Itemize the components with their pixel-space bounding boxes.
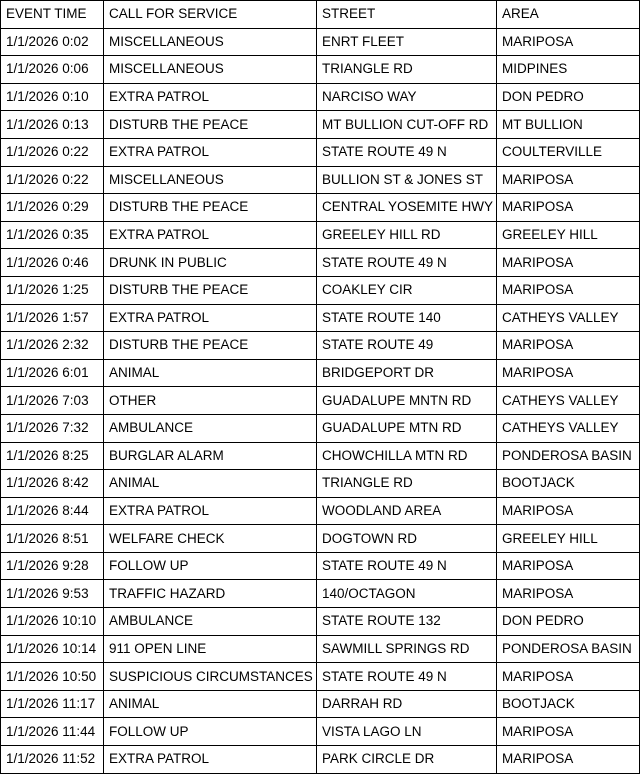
call-for-service-cell: DISTURB THE PEACE xyxy=(104,111,317,139)
header-street: STREET xyxy=(317,1,497,29)
event-time-cell: 1/1/2026 0:10 xyxy=(1,83,104,111)
call-for-service-cell: OTHER xyxy=(104,387,317,415)
area-cell: CATHEYS VALLEY xyxy=(497,414,640,442)
area-cell: MARIPOSA xyxy=(497,249,640,277)
table-row xyxy=(1,83,640,111)
area-cell: MARIPOSA xyxy=(497,552,640,580)
call-for-service-cell: DISTURB THE PEACE xyxy=(104,332,317,360)
event-time-cell: 1/1/2026 10:10 xyxy=(1,608,104,636)
street-cell: PARK CIRCLE DR xyxy=(317,746,497,774)
street-cell: VISTA LAGO LN xyxy=(317,718,497,746)
call-for-service-cell: FOLLOW UP xyxy=(104,718,317,746)
area-cell: MARIPOSA xyxy=(497,359,640,387)
table-row xyxy=(1,304,640,332)
street-cell: DOGTOWN RD xyxy=(317,525,497,553)
call-for-service-cell: TRAFFIC HAZARD xyxy=(104,580,317,608)
area-cell: MARIPOSA xyxy=(497,663,640,691)
street-cell: 140/OCTAGON xyxy=(317,580,497,608)
call-for-service-cell: MISCELLANEOUS xyxy=(104,28,317,56)
area-cell: GREELEY HILL xyxy=(497,221,640,249)
street-cell: CHOWCHILLA MTN RD xyxy=(317,442,497,470)
call-for-service-cell: WELFARE CHECK xyxy=(104,525,317,553)
area-cell: PONDEROSA BASIN xyxy=(497,442,640,470)
table-row xyxy=(1,690,640,718)
area-cell: MARIPOSA xyxy=(497,497,640,525)
call-for-service-cell: DISTURB THE PEACE xyxy=(104,276,317,304)
area-cell: BOOTJACK xyxy=(497,470,640,498)
street-cell: BRIDGEPORT DR xyxy=(317,359,497,387)
area-cell: MIDPINES xyxy=(497,56,640,84)
event-time-cell: 1/1/2026 0:46 xyxy=(1,249,104,277)
street-cell: TRIANGLE RD xyxy=(317,470,497,498)
event-time-cell: 1/1/2026 8:51 xyxy=(1,525,104,553)
call-for-service-cell: EXTRA PATROL xyxy=(104,138,317,166)
call-for-service-cell: ANIMAL xyxy=(104,470,317,498)
call-for-service-cell: AMBULANCE xyxy=(104,608,317,636)
table-row xyxy=(1,497,640,525)
header-area: AREA xyxy=(497,1,640,29)
event-time-cell: 1/1/2026 7:03 xyxy=(1,387,104,415)
event-time-cell: 1/1/2026 8:44 xyxy=(1,497,104,525)
area-cell: BOOTJACK xyxy=(497,690,640,718)
table-row xyxy=(1,166,640,194)
event-time-cell: 1/1/2026 1:57 xyxy=(1,304,104,332)
event-time-cell: 1/1/2026 11:44 xyxy=(1,718,104,746)
table-row xyxy=(1,359,640,387)
table-row xyxy=(1,442,640,470)
table-row xyxy=(1,194,640,222)
area-cell: MARIPOSA xyxy=(497,718,640,746)
table-row xyxy=(1,746,640,774)
event-time-cell: 1/1/2026 0:13 xyxy=(1,111,104,139)
call-for-service-cell: EXTRA PATROL xyxy=(104,221,317,249)
event-time-cell: 1/1/2026 0:02 xyxy=(1,28,104,56)
area-cell: CATHEYS VALLEY xyxy=(497,304,640,332)
call-for-service-cell: AMBULANCE xyxy=(104,414,317,442)
area-cell: PONDEROSA BASIN xyxy=(497,635,640,663)
area-cell: GREELEY HILL xyxy=(497,525,640,553)
call-for-service-cell: MISCELLANEOUS xyxy=(104,56,317,84)
street-cell: COAKLEY CIR xyxy=(317,276,497,304)
table-row xyxy=(1,525,640,553)
event-time-cell: 1/1/2026 9:28 xyxy=(1,552,104,580)
event-time-cell: 1/1/2026 10:14 xyxy=(1,635,104,663)
table-row xyxy=(1,56,640,84)
street-cell: STATE ROUTE 49 N xyxy=(317,663,497,691)
street-cell: STATE ROUTE 49 xyxy=(317,332,497,360)
table-body xyxy=(1,28,640,773)
table-row xyxy=(1,608,640,636)
call-for-service-cell: EXTRA PATROL xyxy=(104,746,317,774)
event-time-cell: 1/1/2026 9:53 xyxy=(1,580,104,608)
street-cell: NARCISO WAY xyxy=(317,83,497,111)
table-row xyxy=(1,663,640,691)
area-cell: MARIPOSA xyxy=(497,166,640,194)
call-for-service-cell: ANIMAL xyxy=(104,359,317,387)
event-time-cell: 1/1/2026 8:25 xyxy=(1,442,104,470)
table-row xyxy=(1,718,640,746)
street-cell: STATE ROUTE 140 xyxy=(317,304,497,332)
event-time-cell: 1/1/2026 0:06 xyxy=(1,56,104,84)
area-cell: MARIPOSA xyxy=(497,194,640,222)
table-row xyxy=(1,221,640,249)
area-cell: MT BULLION xyxy=(497,111,640,139)
call-for-service-cell: DRUNK IN PUBLIC xyxy=(104,249,317,277)
street-cell: WOODLAND AREA xyxy=(317,497,497,525)
event-time-cell: 1/1/2026 0:35 xyxy=(1,221,104,249)
street-cell: ENRT FLEET xyxy=(317,28,497,56)
area-cell: MARIPOSA xyxy=(497,332,640,360)
street-cell: TRIANGLE RD xyxy=(317,56,497,84)
table-row xyxy=(1,276,640,304)
street-cell: GUADALUPE MNTN RD xyxy=(317,387,497,415)
call-for-service-cell: EXTRA PATROL xyxy=(104,83,317,111)
call-for-service-cell: 911 OPEN LINE xyxy=(104,635,317,663)
table-row xyxy=(1,332,640,360)
street-cell: GREELEY HILL RD xyxy=(317,221,497,249)
table-row xyxy=(1,635,640,663)
street-cell: STATE ROUTE 49 N xyxy=(317,138,497,166)
area-cell: CATHEYS VALLEY xyxy=(497,387,640,415)
street-cell: STATE ROUTE 49 N xyxy=(317,249,497,277)
table-row xyxy=(1,552,640,580)
event-time-cell: 1/1/2026 11:52 xyxy=(1,746,104,774)
area-cell: DON PEDRO xyxy=(497,83,640,111)
table-header xyxy=(1,1,640,29)
table-row xyxy=(1,111,640,139)
street-cell: CENTRAL YOSEMITE HWY xyxy=(317,194,497,222)
call-for-service-cell: EXTRA PATROL xyxy=(104,497,317,525)
event-time-cell: 1/1/2026 6:01 xyxy=(1,359,104,387)
table-row xyxy=(1,580,640,608)
call-for-service-cell: BURGLAR ALARM xyxy=(104,442,317,470)
area-cell: COULTERVILLE xyxy=(497,138,640,166)
area-cell: MARIPOSA xyxy=(497,28,640,56)
area-cell: MARIPOSA xyxy=(497,746,640,774)
call-for-service-cell: EXTRA PATROL xyxy=(104,304,317,332)
area-cell: MARIPOSA xyxy=(497,580,640,608)
table-row xyxy=(1,28,640,56)
event-time-cell: 1/1/2026 0:29 xyxy=(1,194,104,222)
event-time-cell: 1/1/2026 0:22 xyxy=(1,138,104,166)
street-cell: BULLION ST & JONES ST xyxy=(317,166,497,194)
table-row xyxy=(1,249,640,277)
event-time-cell: 1/1/2026 11:17 xyxy=(1,690,104,718)
header-event-time: EVENT TIME xyxy=(1,1,104,29)
street-cell: GUADALUPE MTN RD xyxy=(317,414,497,442)
street-cell: STATE ROUTE 132 xyxy=(317,608,497,636)
table-row xyxy=(1,414,640,442)
event-time-cell: 1/1/2026 8:42 xyxy=(1,470,104,498)
event-time-cell: 1/1/2026 0:22 xyxy=(1,166,104,194)
call-for-service-cell: MISCELLANEOUS xyxy=(104,166,317,194)
event-time-cell: 1/1/2026 2:32 xyxy=(1,332,104,360)
table-row xyxy=(1,387,640,415)
area-cell: MARIPOSA xyxy=(497,276,640,304)
event-time-cell: 1/1/2026 10:50 xyxy=(1,663,104,691)
street-cell: STATE ROUTE 49 N xyxy=(317,552,497,580)
area-cell: DON PEDRO xyxy=(497,608,640,636)
street-cell: SAWMILL SPRINGS RD xyxy=(317,635,497,663)
street-cell: DARRAH RD xyxy=(317,690,497,718)
header-call-for-service: CALL FOR SERVICE xyxy=(104,1,317,29)
header-row xyxy=(1,1,640,29)
call-for-service-cell: FOLLOW UP xyxy=(104,552,317,580)
street-cell: MT BULLION CUT-OFF RD xyxy=(317,111,497,139)
event-time-cell: 1/1/2026 7:32 xyxy=(1,414,104,442)
call-for-service-cell: ANIMAL xyxy=(104,690,317,718)
table-row xyxy=(1,470,640,498)
event-time-cell: 1/1/2026 1:25 xyxy=(1,276,104,304)
table-row xyxy=(1,138,640,166)
call-for-service-cell: SUSPICIOUS CIRCUMSTANCES xyxy=(104,663,317,691)
call-for-service-cell: DISTURB THE PEACE xyxy=(104,194,317,222)
